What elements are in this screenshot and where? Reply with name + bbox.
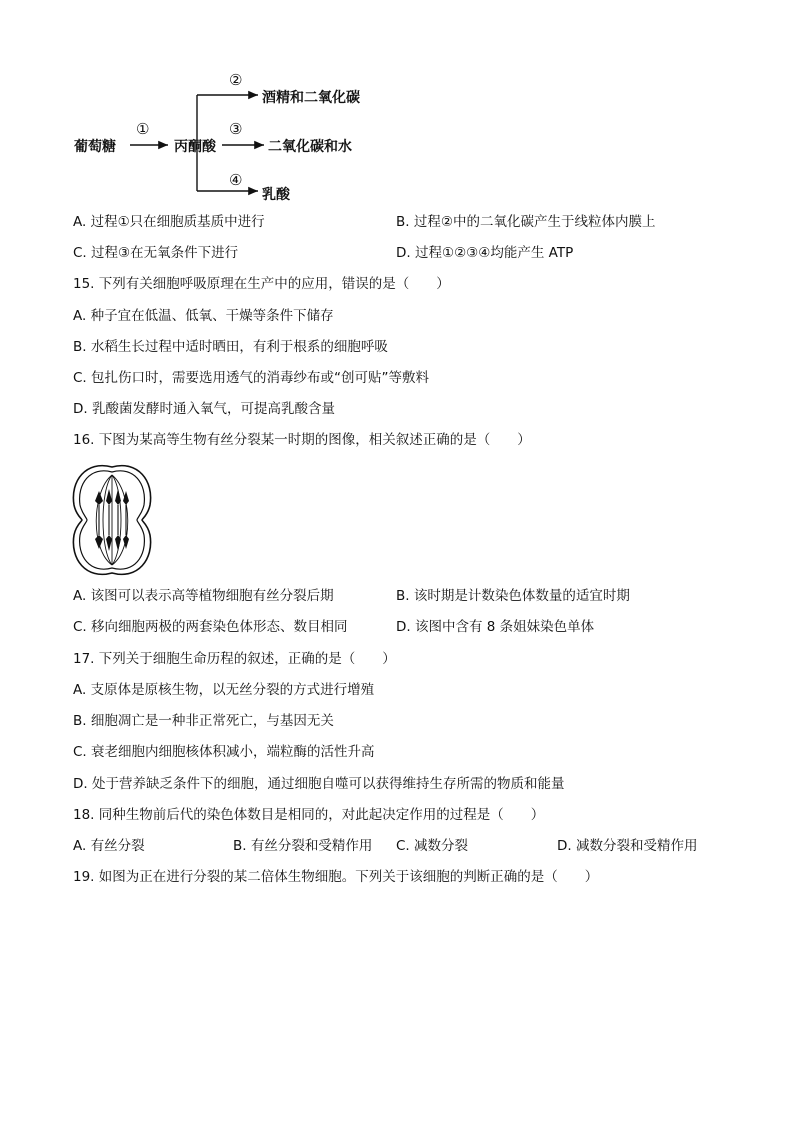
q18-option-a: A. 有丝分裂 xyxy=(73,838,145,854)
q19-stem: 19. 如图为正在进行分裂的某二倍体生物细胞。下列关于该细胞的判断正确的是（ ） xyxy=(73,869,599,885)
glucose-label: 葡萄糖 xyxy=(74,139,116,155)
q14-option-a: A. 过程①只在细胞质基质中进行 xyxy=(73,214,265,230)
step-2-marker: ② xyxy=(229,71,243,89)
mitosis-cell-figure xyxy=(70,461,154,579)
lactic-acid-label: 乳酸 xyxy=(262,187,290,203)
q18-option-b: B. 有丝分裂和受精作用 xyxy=(233,838,373,854)
q14-option-d: D. 过程①②③④均能产生 ATP xyxy=(396,245,574,261)
q15-option-c: C. 包扎伤口时，需要选用透气的消毒纱布或“创可贴”等敷料 xyxy=(73,370,429,386)
q17-option-a: A. 支原体是原核生物，以无丝分裂的方式进行增殖 xyxy=(73,682,375,698)
q15-option-d: D. 乳酸菌发酵时通入氧气，可提高乳酸含量 xyxy=(73,401,335,417)
q16-option-c: C. 移向细胞两极的两套染色体形态、数目相同 xyxy=(73,619,348,635)
q16-option-b: B. 该时期是计数染色体数量的适宜时期 xyxy=(396,588,630,604)
q16-option-a: A. 该图可以表示高等植物细胞有丝分裂后期 xyxy=(73,588,334,604)
q18-option-c: C. 减数分裂 xyxy=(396,838,469,854)
q15-option-b: B. 水稻生长过程中适时晒田，有利于根系的细胞呼吸 xyxy=(73,339,388,355)
step-4-marker: ④ xyxy=(229,171,243,189)
q17-option-b: B. 细胞凋亡是一种非正常死亡，与基因无关 xyxy=(73,713,334,729)
q17-stem: 17. 下列关于细胞生命历程的叙述，正确的是（ ） xyxy=(73,651,396,667)
co2-water-label: 二氧化碳和水 xyxy=(268,139,352,155)
alcohol-co2-label: 酒精和二氧化碳 xyxy=(262,90,360,106)
step-3-marker: ③ xyxy=(229,120,243,138)
q15-option-a: A. 种子宜在低温、低氧、干燥等条件下储存 xyxy=(73,308,334,324)
q14-option-c: C. 过程③在无氧条件下进行 xyxy=(73,245,239,261)
q17-option-c: C. 衰老细胞内细胞核体积减小，端粒酶的活性升高 xyxy=(73,744,375,760)
pathway-arrows xyxy=(0,0,794,220)
q17-option-d: D. 处于营养缺乏条件下的细胞，通过细胞自噬可以获得维持生存所需的物质和能量 xyxy=(73,776,565,792)
q18-option-d: D. 减数分裂和受精作用 xyxy=(557,838,698,854)
pyruvate-label: 丙酮酸 xyxy=(174,139,216,155)
q15-stem: 15. 下列有关细胞呼吸原理在生产中的应用，错误的是（ ） xyxy=(73,276,450,292)
q14-option-b: B. 过程②中的二氧化碳产生于线粒体内膜上 xyxy=(396,214,656,230)
q18-stem: 18. 同种生物前后代的染色体数目是相同的，对此起决定作用的过程是（ ） xyxy=(73,807,545,823)
step-1-marker: ① xyxy=(136,120,150,138)
q16-option-d: D. 该图中含有 8 条姐妹染色单体 xyxy=(396,619,595,635)
q16-stem: 16. 下图为某高等生物有丝分裂某一时期的图像，相关叙述正确的是（ ） xyxy=(73,432,531,448)
